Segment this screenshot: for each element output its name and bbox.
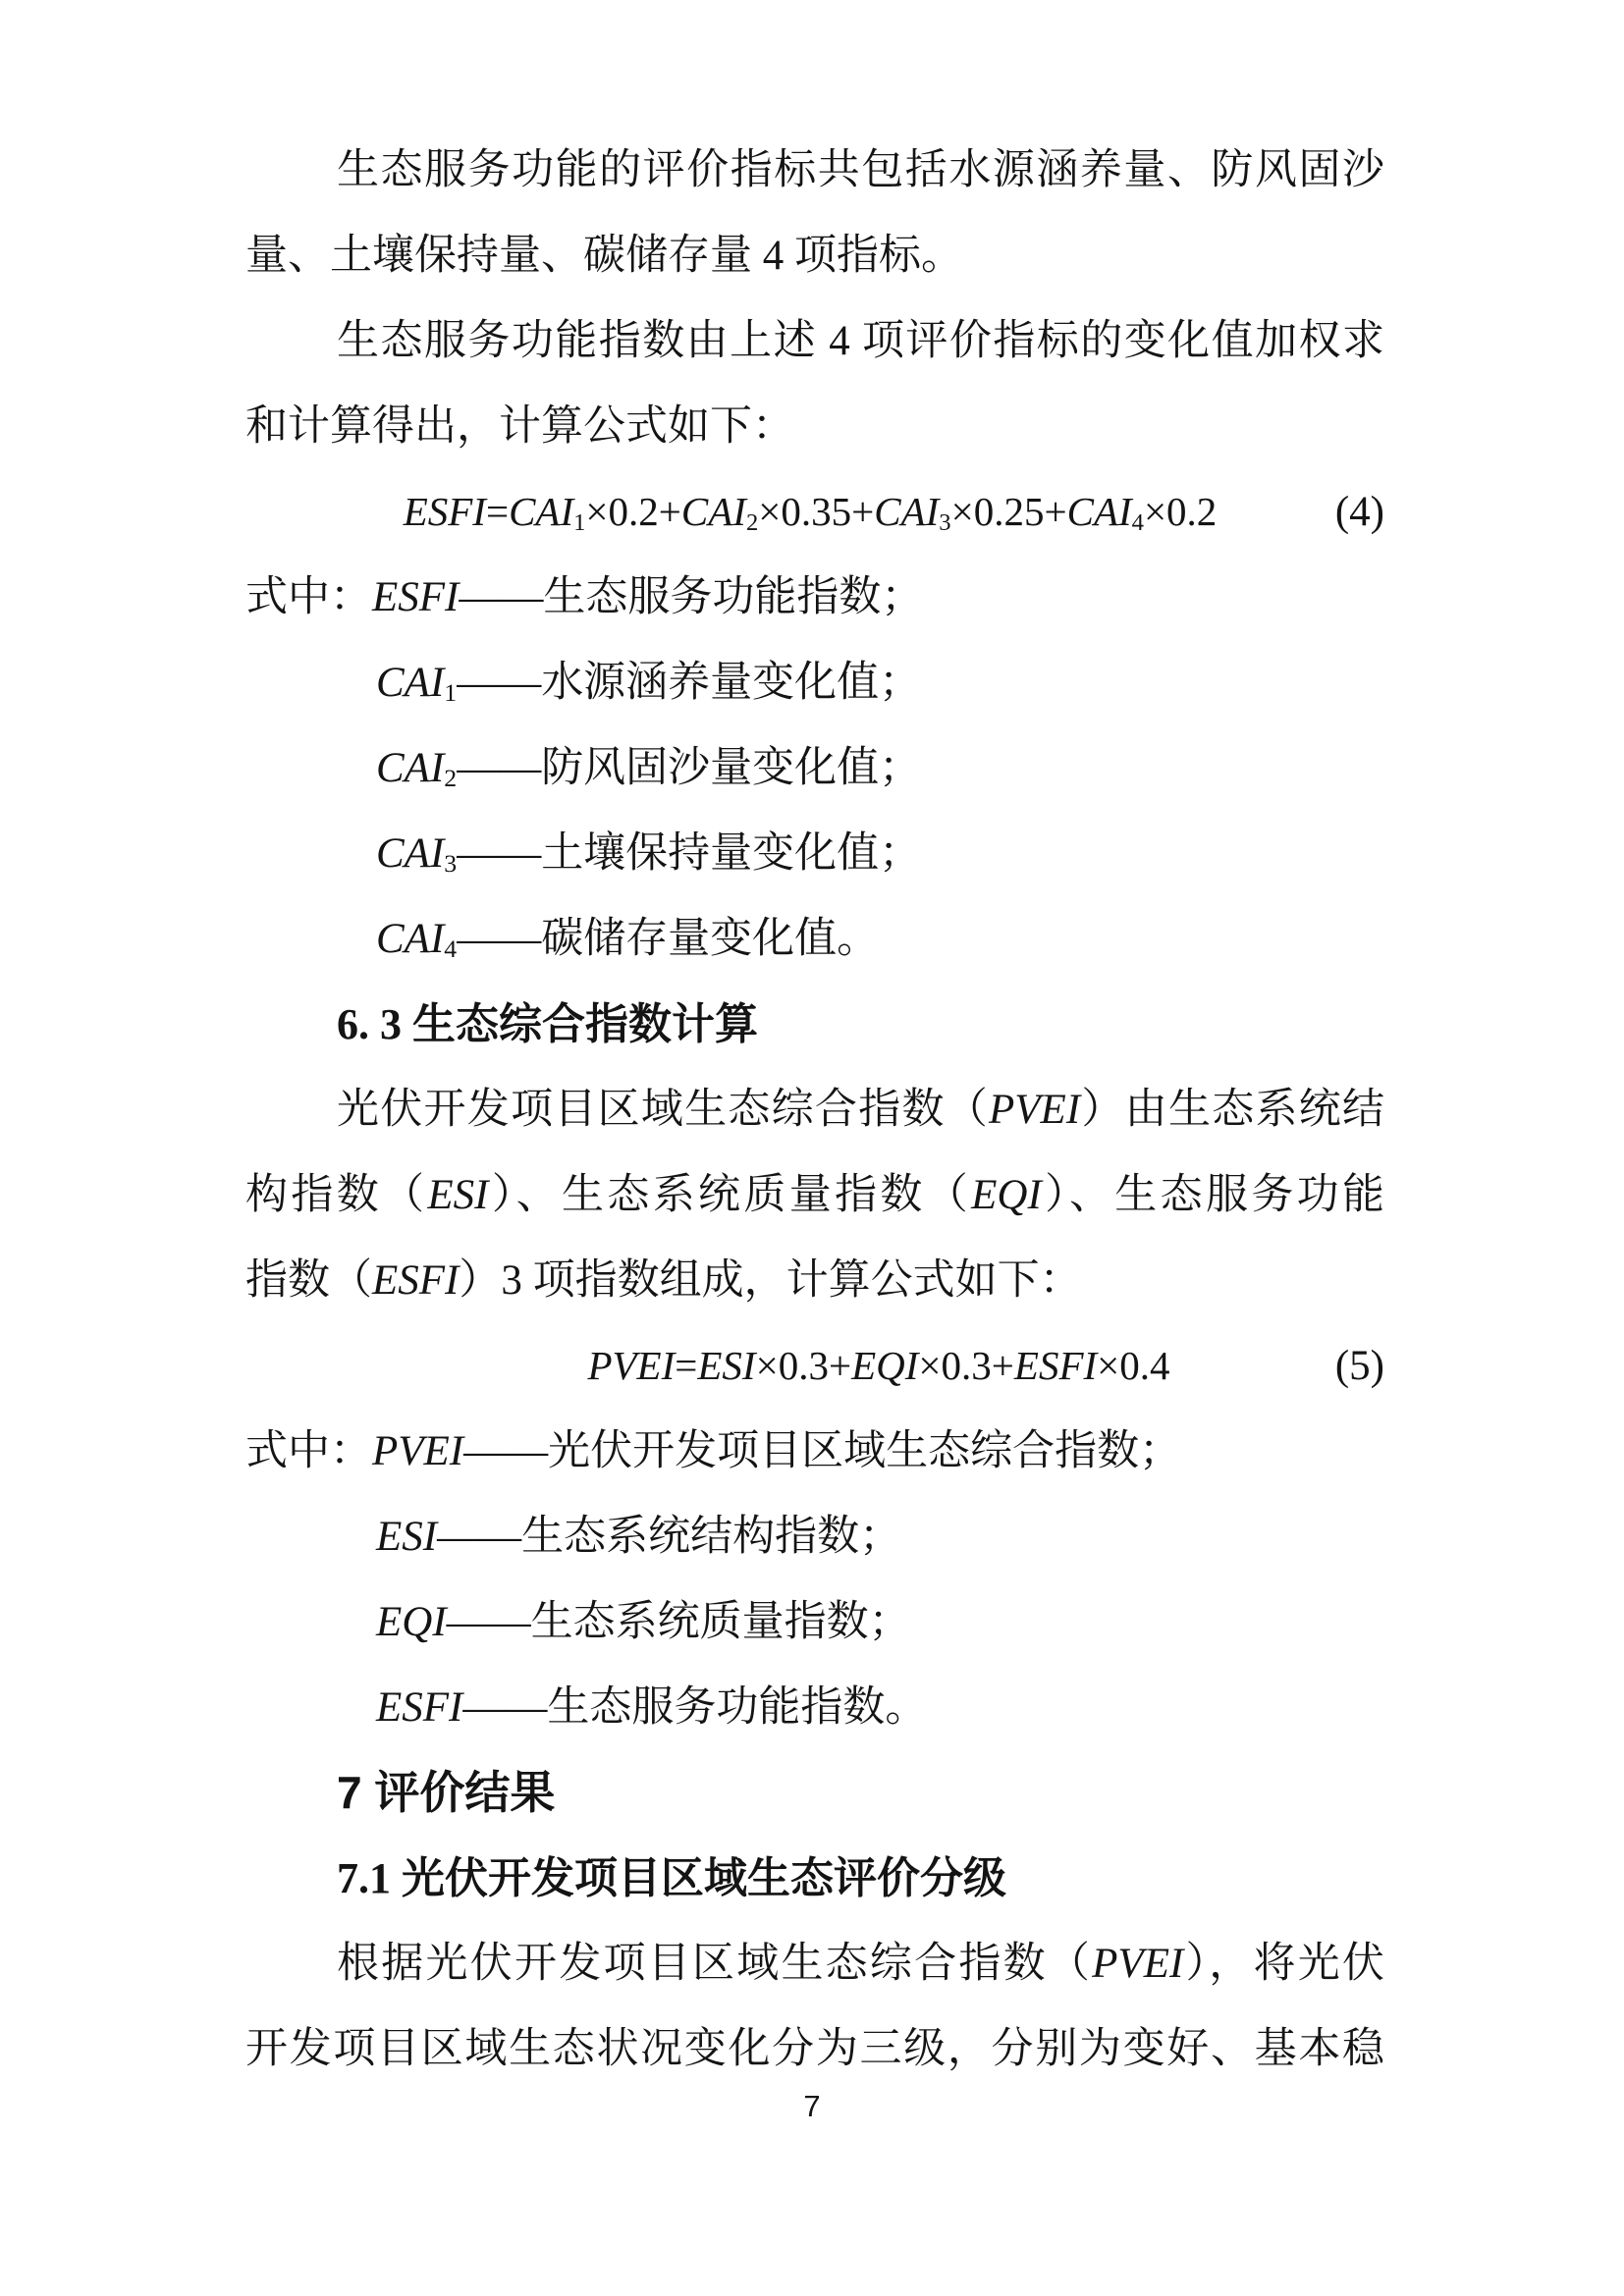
para-esfi-calc-l1-segment: 生态服务功能指数由上述 <box>337 318 830 364</box>
definition-eqi-segment: —— <box>446 1599 531 1645</box>
formula-pvei-segment: ×0.3+ <box>755 1343 852 1388</box>
definition-cai2-segment: 2 <box>444 764 458 793</box>
definition-pvei-segment: 式中： <box>245 1428 372 1474</box>
para-pvei-l1-segment: PVEI <box>989 1087 1081 1133</box>
formula-esfi-segment: CAI <box>874 489 940 534</box>
definition-esfi-segment: 生态服务功能指数； <box>543 574 924 620</box>
para-service-indicators-l1 <box>245 128 1384 213</box>
formula-esfi-segment: 1 <box>573 508 586 536</box>
para-pvei-l2-segment: ）、生态服务功能 <box>1041 1172 1385 1218</box>
para-service-indicators-l2-segment: 量、土壤保持量、碳储存量 <box>245 233 763 279</box>
para-pvei-l3-segment: 3 <box>501 1257 522 1304</box>
para-esfi-calc-l1-segment: 项评价指标的变化值加权求 <box>849 318 1384 364</box>
definition-cai1-segment: 1 <box>444 678 458 708</box>
para-pvei-l1-segment: 光伏开发项目区域生态综合指数（ <box>337 1087 990 1133</box>
para-pvei-l2-segment: 构指数（ <box>245 1172 428 1218</box>
definition-pvei-segment: PVEI <box>372 1428 464 1474</box>
formula-pvei-segment: ×0.3+ <box>918 1343 1014 1388</box>
definition-pvei-segment: 光伏开发项目区域生态综合指数； <box>548 1428 1182 1474</box>
formula-esfi-segment: = <box>485 489 510 534</box>
formula-pvei <box>245 1323 1384 1409</box>
heading-6-3-segment: 6. 3 生态综合指数计算 <box>337 1000 758 1048</box>
formula-esfi <box>245 469 1384 555</box>
definition-esi-segment: 生态系统结构指数； <box>521 1514 902 1560</box>
equation-number: (4) <box>1334 489 1384 535</box>
formula-esfi-segment: 4 <box>1131 508 1144 536</box>
document-lines <box>245 128 1384 2092</box>
para-pvei-l3-segment: 指数（ <box>245 1257 372 1304</box>
definition-cai3-segment: 土壤保持量变化值； <box>541 830 922 877</box>
formula-pvei-segment: ESI <box>697 1343 756 1388</box>
para-pvei-l1 <box>245 1067 1384 1152</box>
page-number: 7 <box>803 2089 821 2123</box>
definition-cai2-segment: 防风固沙量变化值； <box>541 745 922 791</box>
para-grading-l1-segment: 根据光伏开发项目区域生态综合指数（ <box>337 1941 1093 1987</box>
para-grading-l1-segment: PVEI <box>1092 1941 1184 1987</box>
heading-6-3 <box>245 982 1384 1067</box>
definition-eqi-segment: EQI <box>376 1599 447 1645</box>
para-pvei-l1-segment: ）由生态系统结 <box>1080 1087 1385 1133</box>
heading-7-1-segment: 7.1 光伏开发项目区域生态评价分级 <box>337 1854 1006 1902</box>
para-pvei-l3-segment: ） <box>459 1257 502 1304</box>
definition-eqi <box>245 1579 1384 1665</box>
para-pvei-l3-segment: 项指数组成，计算公式如下： <box>521 1257 1082 1304</box>
definition-cai2 <box>245 725 1384 811</box>
definition-esfi-segment: 式中： <box>245 574 372 620</box>
definition-pvei-segment: —— <box>463 1428 549 1474</box>
definition-cai3-segment: 3 <box>444 849 458 879</box>
definition-esfi <box>245 555 1384 640</box>
para-pvei-l2-segment: EQI <box>971 1172 1042 1218</box>
definition-esfi-2 <box>245 1665 1384 1750</box>
heading-7-segment: 7 评价结果 <box>337 1767 556 1818</box>
para-service-indicators-l2 <box>245 213 1384 298</box>
para-esfi-calc-l2 <box>245 384 1384 469</box>
definition-cai4-segment: 碳储存量变化值。 <box>541 916 880 962</box>
definition-esi-segment: —— <box>437 1514 522 1560</box>
definition-cai1-segment: CAI <box>376 660 445 706</box>
definition-cai2-segment: CAI <box>376 745 445 791</box>
formula-esfi-segment: 3 <box>939 508 951 536</box>
definition-eqi-segment: 生态系统质量指数； <box>530 1599 911 1645</box>
definition-cai2-segment: —— <box>457 745 542 791</box>
definition-esfi-2-segment: 生态服务功能指数。 <box>547 1684 928 1731</box>
definition-cai4-segment: CAI <box>376 916 445 962</box>
formula-esfi-segment: ×0.25+ <box>950 489 1067 534</box>
formula-pvei-segment: ESFI <box>1013 1343 1098 1388</box>
formula-esfi-segment: CAI <box>509 489 574 534</box>
definition-cai3-segment: —— <box>457 830 542 877</box>
definition-cai3 <box>245 811 1384 896</box>
formula-esfi-segment: ×0.2 <box>1143 489 1218 534</box>
formula-pvei-segment: = <box>675 1343 698 1388</box>
para-pvei-l2-segment: ）、生态系统质量指数（ <box>488 1172 972 1218</box>
para-grading-l1-segment: ），将光伏 <box>1183 1941 1385 1987</box>
formula-pvei-segment: ×0.4 <box>1097 1343 1170 1388</box>
definition-cai1 <box>245 640 1384 725</box>
definition-esi-segment: ESI <box>376 1514 438 1560</box>
definition-cai4-segment: —— <box>457 916 542 962</box>
definition-esfi-segment: —— <box>459 574 544 620</box>
definition-cai3-segment: CAI <box>376 830 445 877</box>
para-service-indicators-l2-segment: 4 <box>762 233 785 279</box>
para-grading-l2-segment: 开发项目区域生态状况变化分为三级，分别为变好、基本稳 <box>245 2026 1384 2072</box>
para-esfi-calc-l2-segment: 和计算得出，计算公式如下： <box>245 403 794 450</box>
para-grading-l1 <box>245 1921 1384 2006</box>
para-pvei-l2-segment: ESI <box>427 1172 489 1218</box>
definition-cai4 <box>245 896 1384 982</box>
formula-esfi-segment: CAI <box>680 489 746 534</box>
definition-esfi-2-segment: ESFI <box>376 1684 463 1731</box>
para-esfi-calc-l1 <box>245 298 1384 384</box>
formula-pvei-segment: EQI <box>851 1343 919 1388</box>
formula-esfi-segment: ×0.35+ <box>758 489 875 534</box>
definition-cai1-segment: 水源涵养量变化值； <box>541 660 922 706</box>
para-service-indicators-l2-segment: 项指标。 <box>784 233 963 279</box>
formula-pvei-segment: PVEI <box>587 1343 676 1388</box>
equation-number: (5) <box>1334 1343 1384 1389</box>
para-pvei-l2 <box>245 1152 1384 1238</box>
formula-esfi-segment: ESFI <box>403 489 486 534</box>
definition-cai4-segment: 4 <box>444 934 458 964</box>
definition-esfi-2-segment: —— <box>462 1684 548 1731</box>
formula-esfi-segment: 2 <box>745 508 759 536</box>
para-pvei-l3-segment: ESFI <box>372 1257 460 1304</box>
definition-esfi-segment: ESFI <box>372 574 460 620</box>
formula-esfi-segment: CAI <box>1066 489 1132 534</box>
heading-7-1 <box>245 1836 1384 1921</box>
definition-pvei <box>245 1409 1384 1494</box>
para-esfi-calc-l1-segment: 4 <box>829 318 850 364</box>
para-grading-l2 <box>245 2006 1384 2092</box>
heading-7 <box>245 1750 1384 1836</box>
formula-esfi-segment: ×0.2+ <box>585 489 681 534</box>
para-pvei-l3 <box>245 1238 1384 1323</box>
definition-cai1-segment: —— <box>457 660 542 706</box>
definition-esi <box>245 1494 1384 1579</box>
para-service-indicators-l1-segment: 生态服务功能的评价指标共包括水源涵养量、防风固沙 <box>337 147 1384 193</box>
